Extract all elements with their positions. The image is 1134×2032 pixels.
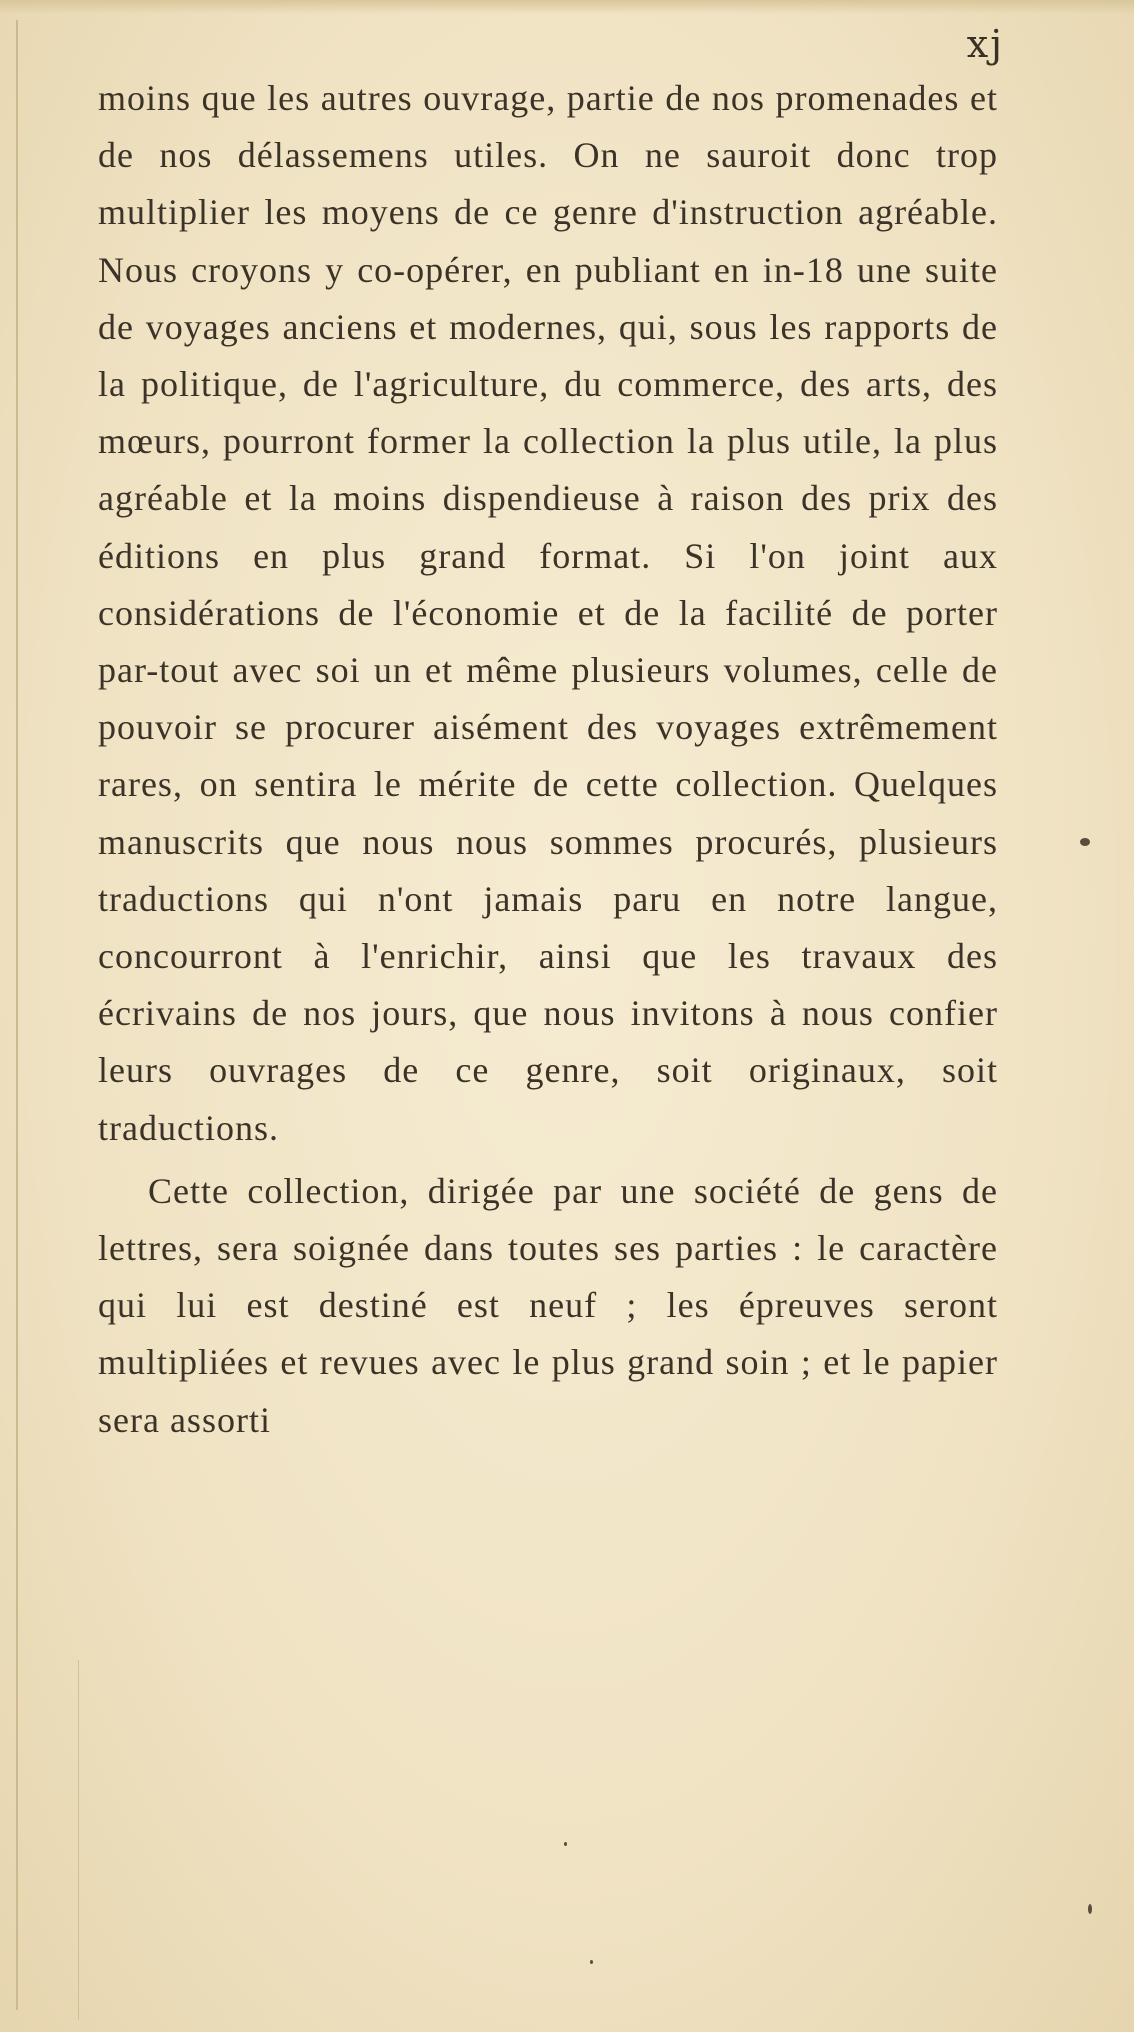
ink-speck — [1080, 838, 1090, 846]
body-text — [98, 70, 998, 1449]
ink-speck — [590, 1960, 593, 1964]
page-top-edge — [0, 0, 1134, 14]
ink-speck — [564, 1842, 567, 1846]
ink-speck — [1088, 1904, 1092, 1914]
page-fold-line — [78, 1660, 79, 2020]
paragraph-1: moins que les autres ouvrage, partie de nos promenades et de nos délassemens utiles. On ne sauroit donc trop multiplier les moyens de ce genre d'instruction agréable. Nous croyons y co-opérer, en publiant en in-18 une suite de voyages anciens et modernes, qui, sous les rapports de la politique, de l'agriculture, du commerce, des arts, des mœurs, pourront former la collection la plus utile, la plus agréable et la moins dispendieuse à raison des prix des éditions en plus grand format. Si l'on joint aux considérations de l'économie et de la facilité de porter par-tout avec soi un et même plusieurs volumes, celle de pouvoir se procurer aisément des voyages extrêmement rares, on sentira le mérite de cette collection. Quelques manuscrits que nous nous sommes procurés, plusieurs traductions qui n'ont jamais paru en notre langue, concourront à l'enrichir, ainsi que les travaux des écrivains de nos jours, que nous invitons à nous confier leurs ouvrages de ce genre, soit originaux, soit traductions. — [98, 78, 998, 1148]
page-binding-edge — [16, 20, 18, 2010]
paragraph-2: Cette collection, dirigée par une société de gens de lettres, sera soignée dans toutes ses parties : le caractère qui lui est destiné est neuf ; les épreuves seront multipliées et revues avec le plus grand soin ; et le papier sera assorti — [98, 1170, 998, 1440]
page-number: xj — [966, 22, 1004, 66]
